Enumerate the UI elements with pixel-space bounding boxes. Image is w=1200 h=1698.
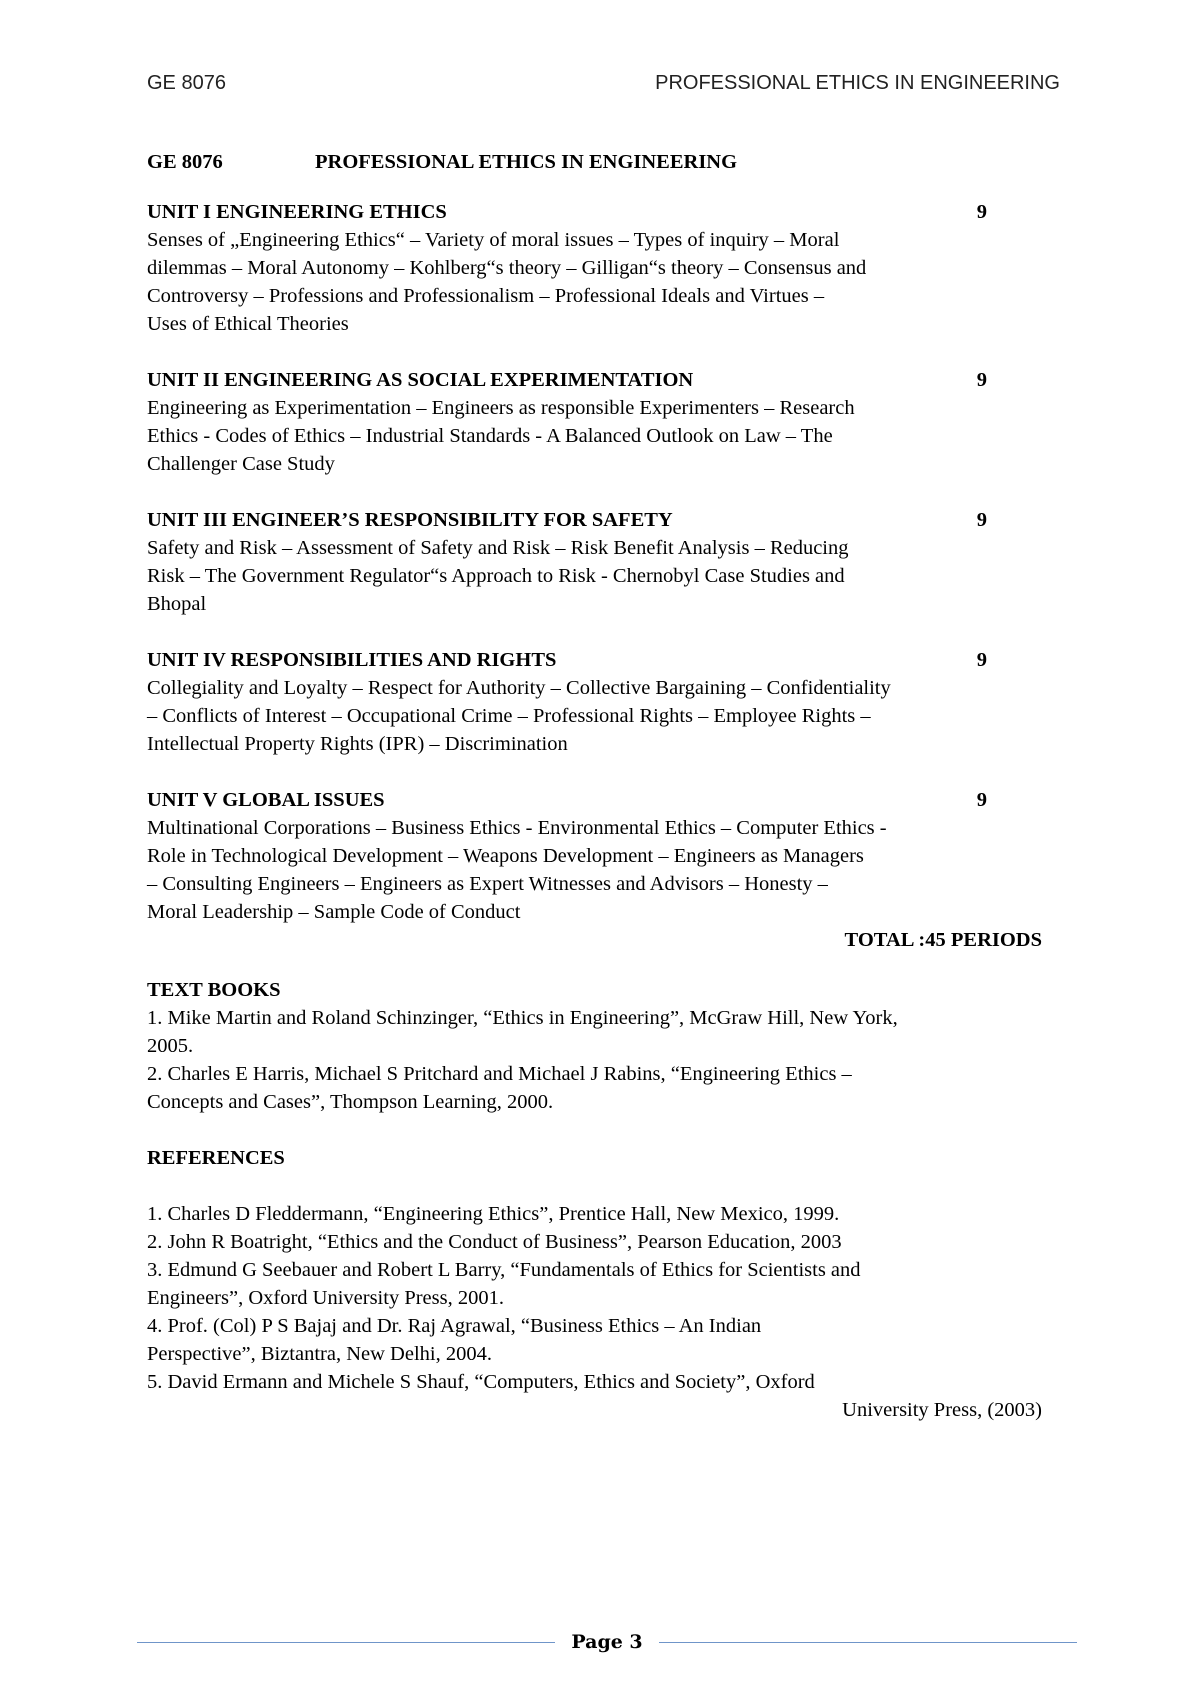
running-header <box>147 72 1060 95</box>
reference-entry <box>147 1200 1042 1228</box>
unit-topic-line: Engineering as Experimentation – Engineers as responsible Experimenters – Research <box>147 397 855 419</box>
course-code: GE 8076 <box>147 151 223 173</box>
unit-title: UNIT V GLOBAL ISSUES <box>147 789 385 811</box>
page-number: Page 3 <box>571 1631 643 1653</box>
unit-topic-line: Senses of „Engineering Ethics“ – Variety of moral issues – Types of inquiry – Moral <box>147 229 840 251</box>
course-title <box>147 148 1042 176</box>
unit-heading <box>147 198 1042 226</box>
course-name: PROFESSIONAL ETHICS IN ENGINEERING <box>315 151 738 173</box>
textbook-entry-line: 2. Charles E Harris, Michael S Pritchard and Michael J Rabins, “Engineering Ethics – <box>147 1063 852 1085</box>
unit-heading <box>147 786 1042 814</box>
unit-topics <box>147 814 1042 926</box>
unit-topic-line: Ethics - Codes of Ethics – Industrial Standards - A Balanced Outlook on Law – The <box>147 425 833 447</box>
reference-entry-line: 1. Charles D Fleddermann, “Engineering Ethics”, Prentice Hall, New Mexico, 1999. <box>147 1203 840 1225</box>
syllabus-content <box>147 148 1042 1424</box>
unit-topic-line: dilemmas – Moral Autonomy – Kohlberg“s theory – Gilligan“s theory – Consensus and <box>147 257 867 279</box>
unit-topic-line: Safety and Risk – Assessment of Safety and Risk – Risk Benefit Analysis – Reducing <box>147 537 849 559</box>
unit-periods: 9 <box>976 369 987 391</box>
unit-heading <box>147 646 1042 674</box>
unit-title: UNIT III ENGINEER’S RESPONSIBILITY FOR SAFETY <box>147 509 673 531</box>
reference-entry-line: Perspective”, Biztantra, New Delhi, 2004. <box>147 1343 492 1365</box>
total-periods: TOTAL :45 PERIODS <box>844 929 1042 951</box>
unit-title: UNIT II ENGINEERING AS SOCIAL EXPERIMENTATION <box>147 369 694 391</box>
textbook-entry-line: Concepts and Cases”, Thompson Learning, 2000. <box>147 1091 554 1113</box>
unit-heading <box>147 366 1042 394</box>
references-list <box>147 1200 1042 1396</box>
page-footer <box>137 1628 1077 1656</box>
unit-section <box>147 366 1042 478</box>
unit-topics <box>147 226 1042 338</box>
reference-entry <box>147 1368 1042 1396</box>
footer-rule-right <box>659 1642 1077 1643</box>
reference-entry-line: 3. Edmund G Seebauer and Robert L Barry, “Fundamentals of Ethics for Scientists and <box>147 1259 861 1281</box>
reference-entry-line: 2. John R Boatright, “Ethics and the Conduct of Business”, Pearson Education, 2003 <box>147 1231 842 1253</box>
unit-periods: 9 <box>976 789 987 811</box>
unit-topic-line: Collegiality and Loyalty – Respect for Authority – Collective Bargaining – Confidentiality <box>147 677 891 699</box>
textbook-entry <box>147 1004 1042 1060</box>
reference-continuation: University Press, (2003) <box>842 1399 1042 1421</box>
textbooks-list <box>147 1004 1042 1116</box>
units-list <box>147 198 1042 926</box>
unit-topic-line: Uses of Ethical Theories <box>147 313 349 335</box>
unit-periods: 9 <box>976 649 987 671</box>
unit-topic-line: – Consulting Engineers – Engineers as Expert Witnesses and Advisors – Honesty – <box>147 873 828 895</box>
unit-topic-line: Moral Leadership – Sample Code of Conduct <box>147 901 521 923</box>
textbook-entry <box>147 1060 1042 1116</box>
unit-topic-line: Risk – The Government Regulator“s Approach to Risk - Chernobyl Case Studies and <box>147 565 845 587</box>
unit-section <box>147 198 1042 338</box>
unit-topics <box>147 534 1042 618</box>
reference-entry-line: 4. Prof. (Col) P S Bajaj and Dr. Raj Agrawal, “Business Ethics – An Indian <box>147 1315 762 1337</box>
textbook-entry-line: 2005. <box>147 1035 194 1057</box>
unit-topics <box>147 674 1042 758</box>
reference-entry-line: 5. David Ermann and Michele S Shauf, “Computers, Ethics and Society”, Oxford <box>147 1371 815 1393</box>
unit-topic-line: – Conflicts of Interest – Occupational Crime – Professional Rights – Employee Rights – <box>147 705 871 727</box>
header-course-code: GE 8076 <box>147 72 226 94</box>
header-course-title: PROFESSIONAL ETHICS IN ENGINEERING <box>655 72 1060 94</box>
unit-topic-line: Multinational Corporations – Business Ethics - Environmental Ethics – Computer Ethics - <box>147 817 887 839</box>
textbook-entry-line: 1. Mike Martin and Roland Schinzinger, “Ethics in Engineering”, McGraw Hill, New York, <box>147 1007 898 1029</box>
references-spacer <box>147 1172 1042 1200</box>
unit-topic-line: Intellectual Property Rights (IPR) – Discrimination <box>147 733 568 755</box>
unit-section <box>147 646 1042 758</box>
unit-topic-line: Controversy – Professions and Professionalism – Professional Ideals and Virtues – <box>147 285 825 307</box>
unit-periods: 9 <box>976 201 987 223</box>
unit-section <box>147 506 1042 618</box>
unit-topic-line: Bhopal <box>147 593 207 615</box>
references-title: REFERENCES <box>147 1147 285 1169</box>
reference-entry <box>147 1256 1042 1312</box>
reference-entry-line: Engineers”, Oxford University Press, 2001. <box>147 1287 504 1309</box>
unit-title: UNIT I ENGINEERING ETHICS <box>147 201 447 223</box>
reference-entry <box>147 1312 1042 1368</box>
footer-rule-left <box>137 1642 555 1643</box>
unit-topic-line: Challenger Case Study <box>147 453 335 475</box>
unit-periods: 9 <box>976 509 987 531</box>
unit-title: UNIT IV RESPONSIBILITIES AND RIGHTS <box>147 649 557 671</box>
unit-section <box>147 786 1042 926</box>
unit-topics <box>147 394 1042 478</box>
unit-heading <box>147 506 1042 534</box>
unit-topic-line: Role in Technological Development – Weapons Development – Engineers as Managers <box>147 845 864 867</box>
reference-entry <box>147 1228 1042 1256</box>
textbooks-title: TEXT BOOKS <box>147 979 281 1001</box>
